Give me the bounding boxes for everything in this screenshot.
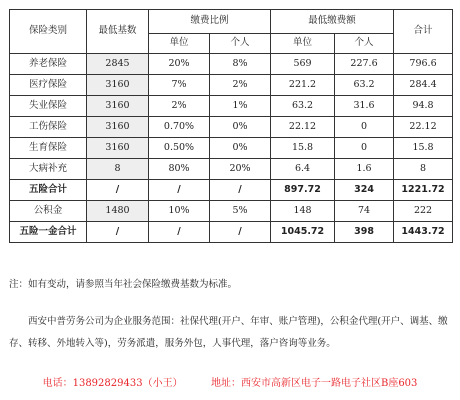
- row-name: 五险合计: [10, 180, 87, 201]
- row-unit-pct: 0.50%: [149, 138, 210, 159]
- insurance-table: [9, 9, 453, 243]
- row-person-pct: /: [210, 180, 271, 201]
- row-unit-pct: 0.70%: [149, 117, 210, 138]
- row-total: 1443.72: [394, 222, 453, 243]
- row-total: 1221.72: [394, 180, 453, 201]
- row-person-pct: 0%: [210, 138, 271, 159]
- header-total: 合计: [394, 10, 453, 54]
- row-unit-amt: 22.12: [271, 117, 335, 138]
- table-row: [10, 159, 453, 180]
- row-base: 3160: [87, 75, 149, 96]
- row-person-pct: 0%: [210, 117, 271, 138]
- table-row: [10, 117, 453, 138]
- row-person-amt: 1.6: [335, 159, 394, 180]
- row-person-pct: 1%: [210, 96, 271, 117]
- row-person-pct: /: [210, 222, 271, 243]
- header-ratio: 缴费比例: [149, 10, 271, 34]
- row-unit-amt: 897.72: [271, 180, 335, 201]
- row-name: 生育保险: [10, 138, 87, 159]
- contact-line: [0, 374, 460, 389]
- row-total: 796.6: [394, 54, 453, 75]
- header-ratio-unit: 单位: [149, 34, 210, 54]
- row-base: 2845: [87, 54, 149, 75]
- row-total: 15.8: [394, 138, 453, 159]
- row-unit-pct: 10%: [149, 201, 210, 222]
- table-row-subtotal: [10, 180, 453, 201]
- row-base: 8: [87, 159, 149, 180]
- table-row: [10, 201, 453, 222]
- row-person-amt: 227.6: [335, 54, 394, 75]
- row-base: /: [87, 222, 149, 243]
- row-unit-pct: 7%: [149, 75, 210, 96]
- row-total: 22.12: [394, 117, 453, 138]
- row-unit-amt: 569: [271, 54, 335, 75]
- header-base: 最低基数: [87, 10, 149, 54]
- row-name: 五险一金合计: [10, 222, 87, 243]
- row-person-pct: 8%: [210, 54, 271, 75]
- company-intro: 西安中普劳务公司为企业服务范围：社保代理(开户、年审、账户管理)，公积金代理(开户、调基、缴存、转移、外地转入等)，劳务派遣，服务外包，人事代理，落户咨询等业务。: [9, 316, 448, 349]
- table-row: [10, 75, 453, 96]
- header-minpay-unit: 单位: [271, 34, 335, 54]
- table-row: [10, 138, 453, 159]
- row-person-pct: 5%: [210, 201, 271, 222]
- row-unit-pct: /: [149, 180, 210, 201]
- row-base: 1480: [87, 201, 149, 222]
- row-name: 养老保险: [10, 54, 87, 75]
- row-base: 3160: [87, 138, 149, 159]
- row-name: 医疗保险: [10, 75, 87, 96]
- row-unit-pct: 2%: [149, 96, 210, 117]
- row-name: 公积金: [10, 201, 87, 222]
- row-person-amt: 398: [335, 222, 394, 243]
- header-ratio-person: 个人: [210, 34, 271, 54]
- row-name: 工伤保险: [10, 117, 87, 138]
- table-row: [10, 96, 453, 117]
- header-minpay: 最低缴费额: [271, 10, 394, 34]
- row-unit-pct: 20%: [149, 54, 210, 75]
- row-unit-amt: 6.4: [271, 159, 335, 180]
- row-person-amt: 0: [335, 117, 394, 138]
- row-unit-amt: 63.2: [271, 96, 335, 117]
- row-unit-amt: 1045.72: [271, 222, 335, 243]
- row-total: 222: [394, 201, 453, 222]
- contact-phone: 电话：13892829433（小王）: [42, 378, 183, 389]
- row-person-pct: 2%: [210, 75, 271, 96]
- table-row: [10, 54, 453, 75]
- note-text: 注：如有变动，请参照当年社会保险缴费基数为标准。: [9, 279, 238, 290]
- row-total: 284.4: [394, 75, 453, 96]
- row-name: 大病补充: [10, 159, 87, 180]
- header-minpay-person: 个人: [335, 34, 394, 54]
- row-total: 8: [394, 159, 453, 180]
- row-unit-amt: 221.2: [271, 75, 335, 96]
- row-person-pct: 20%: [210, 159, 271, 180]
- row-unit-pct: /: [149, 222, 210, 243]
- row-person-amt: 63.2: [335, 75, 394, 96]
- row-base: /: [87, 180, 149, 201]
- row-total: 94.8: [394, 96, 453, 117]
- row-person-amt: 324: [335, 180, 394, 201]
- row-name: 失业保险: [10, 96, 87, 117]
- row-person-amt: 74: [335, 201, 394, 222]
- row-unit-amt: 15.8: [271, 138, 335, 159]
- row-base: 3160: [87, 117, 149, 138]
- table-row-grand-total: [10, 222, 453, 243]
- row-person-amt: 0: [335, 138, 394, 159]
- row-unit-amt: 148: [271, 201, 335, 222]
- row-base: 3160: [87, 96, 149, 117]
- header-type: 保险类别: [10, 10, 87, 54]
- contact-address: 地址：西安市高新区电子一路电子社区B座603: [210, 378, 418, 389]
- row-unit-pct: 80%: [149, 159, 210, 180]
- row-person-amt: 31.6: [335, 96, 394, 117]
